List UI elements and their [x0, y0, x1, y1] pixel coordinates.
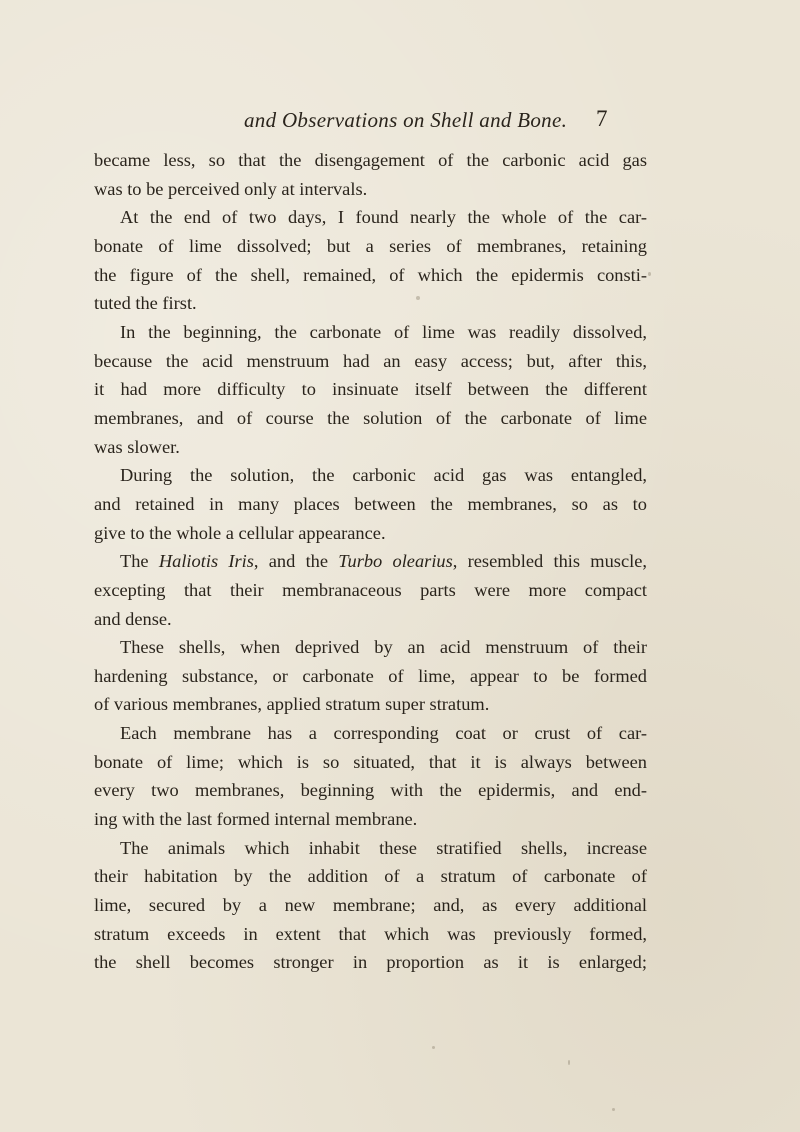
text-line: every two membranes, beginning with the epidermis, and end-	[94, 780, 647, 801]
text-line: In the beginning, the carbonate of lime was readily dissolved,	[120, 321, 647, 342]
text-line: was slower.	[94, 436, 180, 457]
text-line: These shells, when deprived by an acid menstruum of their	[120, 637, 647, 658]
text-fragment: , and the	[253, 551, 339, 572]
text-line: The animals which inhabit these stratified shells, increase	[120, 837, 647, 858]
text-line: and retained in many places between the membranes, so as to	[94, 493, 647, 514]
page-number: 7	[596, 106, 608, 131]
paper-speck	[612, 1108, 615, 1111]
text-line: bonate of lime dissolved; but a series of membranes, retaining	[94, 235, 647, 256]
text-line: lime, secured by a new membrane; and, as every additional	[94, 895, 647, 916]
text-line: tuted the first.	[94, 293, 197, 314]
body-text	[94, 146, 647, 977]
text-line: membranes, and of course the solution of the carbonate of lime	[94, 407, 647, 428]
paper-speck	[648, 272, 651, 276]
text-line: was to be perceived only at intervals.	[94, 178, 368, 199]
text-line: their habitation by the addition of a stratum of carbonate of	[94, 866, 647, 887]
text-line: During the solution, the carbonic acid gas was entangled,	[120, 465, 647, 486]
paper-speck	[416, 296, 420, 300]
text-line: give to the whole a cellular appearance.	[94, 522, 386, 543]
text-line: because the acid menstruum had an easy access; but, after this,	[94, 350, 647, 371]
text-line: excepting that their membranaceous parts were more compact	[94, 579, 647, 600]
species-name: Haliotis Iris	[158, 551, 254, 572]
text-line: bonate of lime; which is so situated, that it is always between	[94, 751, 647, 772]
paper-speck	[568, 1060, 570, 1065]
running-head: and Observations on Shell and Bone.	[244, 108, 568, 132]
text-line: became less, so that the disengagement of the carbonic acid gas	[94, 150, 647, 170]
text-line: of various membranes, applied stratum super stratum.	[94, 694, 490, 715]
text-line: it had more difficulty to insinuate itself between the different	[94, 379, 647, 400]
species-name: Turbo olearius	[338, 551, 453, 572]
text-line: the figure of the shell, remained, of which the epidermis consti-	[94, 264, 647, 285]
text-fragment: The	[120, 551, 159, 572]
text-line	[94, 547, 647, 576]
text-line: stratum exceeds in extent that which was previously formed,	[94, 923, 647, 944]
paper-speck	[432, 1046, 435, 1049]
text-fragment: , resembled this muscle,	[452, 551, 647, 572]
text-line: hardening substance, or carbonate of lime, appear to be formed	[94, 665, 647, 686]
text-line: At the end of two days, I found nearly the whole of the car-	[120, 207, 647, 228]
text-line: ing with the last formed internal membrane.	[94, 809, 418, 830]
text-line: Each membrane has a corresponding coat or crust of car-	[120, 723, 647, 744]
text-line: and dense.	[94, 608, 172, 629]
text-line: the shell becomes stronger in proportion as it is enlarged;	[94, 952, 647, 973]
